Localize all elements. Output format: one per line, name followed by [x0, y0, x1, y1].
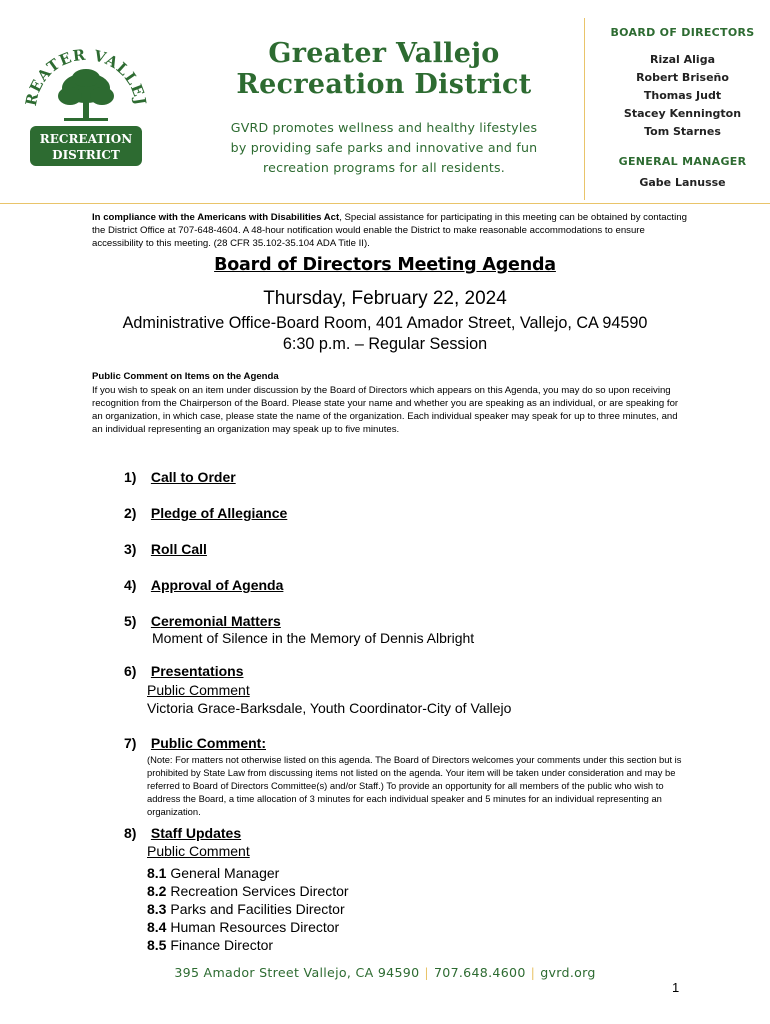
public-comment-heading: Public Comment on Items on the Agenda [92, 371, 279, 382]
staff-update-item [147, 900, 349, 918]
staff-update-number: 8.2 [147, 883, 167, 899]
logo-arc-text: EATER VALLEJ [25, 45, 148, 107]
staff-update-number: 8.1 [147, 865, 167, 881]
mission-tagline [205, 118, 563, 178]
staff-update-label: General Manager [170, 865, 280, 881]
logo-line2: DISTRICT [52, 148, 120, 162]
footer-contact [0, 965, 770, 980]
page-number: 1 [672, 980, 680, 995]
agenda-item-number: 7) [124, 735, 137, 751]
agenda-item [124, 613, 694, 629]
footer-website: gvrd.org [540, 965, 596, 980]
agenda-item-label: Call to Order [150, 469, 236, 485]
board-member-list [595, 51, 770, 141]
staff-update-item [147, 936, 349, 954]
general-manager-heading: GENERAL MANAGER [618, 155, 747, 168]
agenda-item [124, 577, 694, 593]
meeting-session: 6:30 p.m. – Regular Session [282, 335, 488, 353]
agenda-item-number: 3) [124, 541, 137, 557]
organization-title [200, 38, 568, 100]
board-member: Tom Starnes [644, 125, 721, 138]
staff-updates-list [147, 864, 349, 954]
meeting-date: Thursday, February 22, 2024 [263, 288, 507, 309]
agenda-item-number: 8) [124, 825, 137, 841]
staff-public-comment: Public Comment [147, 843, 250, 859]
board-member: Thomas Judt [643, 89, 722, 102]
staff-update-label: Human Resources Director [170, 919, 340, 935]
board-panel [595, 26, 770, 189]
agenda-item-label: Presentations [150, 663, 244, 679]
footer-address: 395 Amador Street Vallejo, CA 94590 [174, 965, 420, 980]
agenda-item [124, 735, 694, 751]
general-manager-name: Gabe Lanusse [639, 176, 726, 189]
agenda-item-number: 1) [124, 469, 137, 485]
board-heading: BOARD OF DIRECTORS [610, 26, 755, 39]
agenda-item-number: 5) [124, 613, 137, 629]
title-line-2: Recreation District [236, 69, 532, 100]
title-line-1: Greater Vallejo [268, 38, 500, 69]
tagline-line-1: GVRD promotes wellness and healthy lifestyles [230, 120, 538, 135]
presentations-detail: Victoria Grace-Barksdale, Youth Coordinator-City of Vallejo [147, 700, 512, 716]
tagline-line-2: by providing safe parks and innovative and fun [230, 140, 538, 155]
footer-phone: 707.648.4600 [433, 965, 526, 980]
footer-separator: | [530, 965, 536, 980]
agenda-item [124, 505, 694, 521]
agenda-title: Board of Directors Meeting Agenda [214, 255, 556, 275]
ada-notice-text: , Special assistance for participating in this meeting can be obtained by contacting the District Office at 707-648-4604. A 48-hour notification would enable the District to make reasonable accommodations to ensure accessibility to this meeting. (28 CFR 35.102-35.104 ADA Title II). [92, 212, 687, 249]
staff-update-number: 8.3 [147, 901, 167, 917]
agenda-item-label: Public Comment: [150, 735, 267, 751]
tagline-line-3: recreation programs for all residents. [263, 160, 505, 175]
footer-separator: | [424, 965, 429, 980]
ada-notice-bold: In compliance with the Americans with Disabilities Act [92, 212, 340, 223]
board-member: Stacey Kennington [623, 107, 742, 120]
agenda-item-label: Approval of Agenda [150, 577, 284, 593]
district-logo [24, 38, 148, 168]
staff-update-item [147, 918, 349, 936]
staff-update-number: 8.5 [147, 937, 167, 953]
public-comment-note: (Note: For matters not otherwise listed on this agenda. The Board of Directors welcomes your comments under this section but is prohibited by State Law from discussing items not listed on the agenda. Your item will be taken under consideration and may be referred to Board of Directors Committee(s) and/or Staff.) To provide an opportunity for all members of the public who wish to address the Board, a time allocation of 3 minutes for each individual speaker and 5 minutes for an individual representing an organization. [147, 754, 682, 817]
staff-update-item [147, 864, 349, 882]
meeting-location: Administrative Office-Board Room, 401 Amador Street, Vallejo, CA 94590 [122, 314, 648, 332]
agenda-item [124, 541, 694, 557]
tree-icon [58, 69, 114, 121]
presentations-public-comment: Public Comment [147, 682, 250, 698]
public-comment-body: If you wish to speak on an item under discussion by the Board of Directors which appears on this Agenda, you may do so upon receiving recognition from the Chairperson of the Board. Please state your name and whether you are speaking as an individual, or are speaking for an organization, in which case, please state the name of the organization. Each individual speaker may speak for up to three minutes, and an individual representing an organization may speak up to five minutes. [92, 385, 679, 435]
board-member: Rizal Aliga [649, 53, 716, 66]
agenda-item [124, 469, 694, 485]
header-horizontal-divider [0, 203, 770, 204]
header-vertical-divider [584, 18, 585, 200]
board-member: Robert Briseño [636, 71, 729, 84]
staff-update-item [147, 882, 349, 900]
agenda-item-number: 6) [124, 663, 137, 679]
staff-update-number: 8.4 [147, 919, 167, 935]
staff-update-label: Parks and Facilities Director [170, 901, 345, 917]
agenda-item-number: 4) [124, 577, 137, 593]
staff-update-label: Recreation Services Director [170, 883, 349, 899]
ada-notice [92, 211, 692, 250]
agenda-item-label: Pledge of Allegiance [150, 505, 288, 521]
ceremonial-detail: Moment of Silence in the Memory of Dennis Albright [152, 630, 475, 646]
staff-update-label: Finance Director [170, 937, 274, 953]
logo-line1: RECREATION [39, 132, 133, 146]
agenda-item-number: 2) [124, 505, 137, 521]
agenda-item-label: Ceremonial Matters [150, 613, 281, 629]
agenda-item-label: Roll Call [150, 541, 207, 557]
agenda-item [124, 663, 694, 679]
agenda-item-label: Staff Updates [150, 825, 242, 841]
agenda-item [124, 825, 694, 841]
